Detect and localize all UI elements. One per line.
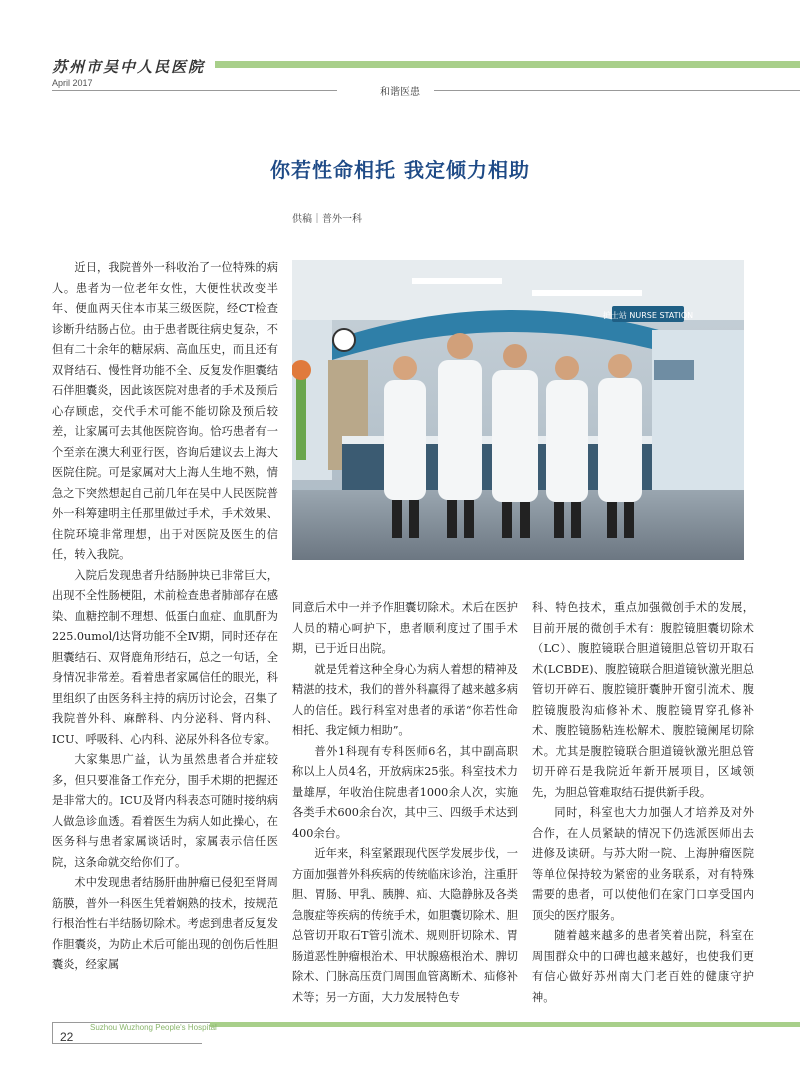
paragraph: 大家集思广益，认为虽然患者合并症较多，但只要准备工作充分，围手术期的把握还是非常大的。ICU及肾内科表态可随时接纳病人做急诊血透。看着医生为病人如此操心，在医务科与患者家属谈话时，家属表示信任医院，这条命就交给你们了。 <box>52 753 278 869</box>
team-photo <box>292 260 744 560</box>
paragraph: 近日，我院普外一科收治了一位特殊的病人。患者为一位老年女性，大便性状改变半年、便血两天住本市某三级医院，经CT检查诊断升结肠占位。由于患者既往病史复杂，不但有二十余年的糖尿病、高血压史，而且还有双肾结石、慢性肾功能不全、反复发作胆囊结石伴胆囊炎，因此该医院对患者的手术及预后心存顾虑，交代手术可能不能切除及预后较差，让家属可去其他医院咨询。恰巧患者有一个至亲在澳大利亚行医，咨询后建议去上海大医院住院。可是家属对大上海人生地不熟，情急之下突然想起自己前几年在吴中人民医院普外一科筹建明主任那里做过手术，手术效果、住院环境非常理想，出于对医院及医生的信任，转入我院。 <box>52 261 278 561</box>
paragraph: 同时，科室也大力加强人才培养及对外合作，在人员紧缺的情况下仍选派医师出去进修及读研。与苏大附一院、上海肿瘤医院等单位保持较为紧密的业务联系，对有特殊需要的患者，可以使他们在家门口享受国内顶尖的医疗服务。 <box>532 806 754 922</box>
column-name: 和谐医患 <box>380 87 420 98</box>
page-number: 22 <box>60 1030 74 1044</box>
header-divider <box>52 90 337 91</box>
footer-accent-bar <box>210 1022 800 1027</box>
header-accent-bar <box>215 61 800 68</box>
masthead-logo: 苏州市吴中人民医院 <box>52 58 206 76</box>
paragraph: 术中发现患者结肠肝曲肿瘤已侵犯至肾周筋膜，普外一科医生凭着娴熟的技术，按规范行根治性右半结肠切除术。考虑到患者反复发作胆囊炎，为防止术后可能出现的创伤后性胆囊炎，经家属 <box>52 876 278 971</box>
paragraph: 近年来，科室紧跟现代医学发展步伐，一方面加强普外科疾病的传统临床诊治，注重肝胆、胃肠、甲乳、胰脾、疝、大隐静脉及各类急腹症等疾病的传统手术，如胆囊切除术、胆总管切开取石T管引流术、规则肝切除术、胃肠道恶性肿瘤根治术、甲状腺癌根治术、脾切除术、门脉高压贲门周围血管离断术、疝修补术等；另一方面，大力发展特色专 <box>292 847 518 1004</box>
column-divider <box>434 90 800 91</box>
article-column-3 <box>532 598 754 1008</box>
page-number-frame <box>52 1022 53 1044</box>
issue-date: April 2017 <box>52 78 93 88</box>
nurse-station-sign: 护士站 NURSE STATION <box>602 311 694 320</box>
paragraph-continued: 科、特色技术，重点加强微创手术的发展，目前开展的微创手术有：腹腔镜胆囊切除术（LC）、腹腔镜联合胆道镜胆总管切开取石术(LCBDE)、腹腔镜联合胆道镜钬激光胆总管切开碎石、腹腔镜肝囊肿开窗引流术、腹腔镜腹股沟疝修补术、腹腔镜胃穿孔修补术、腹腔镜肠粘连松解术、腹腔镜阑尾切除术。尤其是腹腔镜联合胆道镜钬激光胆总管切开碎石是我院近年新开展项目，区域领先，为胆总管难取结石提供新手段。 <box>532 601 754 799</box>
article-byline: 供稿｜普外一科 <box>292 214 362 225</box>
article-column-1 <box>52 258 278 976</box>
page-number-underline <box>52 1043 202 1044</box>
paragraph-continued: 同意后术中一并予作胆囊切除术。术后在医护人员的精心呵护下，患者顺利度过了围手术期，已于近日出院。 <box>292 601 518 655</box>
article-column-2 <box>292 598 518 1008</box>
paragraph: 随着越来越多的患者笑着出院，科室在周围群众中的口碑也越来越好，也使我们更有信心做好苏州南大门老百姓的健康守护神。 <box>532 929 754 1004</box>
footer-hospital-name: Suzhou Wuzhong People's Hospital <box>90 1023 217 1032</box>
article-title: 你若性命相托 我定倾力相助 <box>270 158 530 182</box>
paragraph: 入院后发现患者升结肠肿块已非常巨大，出现不全性肠梗阻，术前检查患者肺部存在感染、血糖控制不理想、低蛋白血症、血肌酐为225.0umol/l达肾功能不全Ⅳ期，同时还存在胆囊结石、双肾鹿角形结石，总之一句话，全身情况非常差。看着患者家属信任的眼光，科里组织了由医务科主持的病历讨论会，召集了我院普外科、麻醉科、内分泌科、肾内科、ICU、呼吸科、心内科、泌尿外科各位专家。 <box>52 568 278 746</box>
paragraph: 就是凭着这种全身心为病人着想的精神及精湛的技术，我们的普外科赢得了越来越多病人的信任。践行科室对患者的承诺“你若性命相托、我定倾力相助”。 <box>292 662 518 737</box>
paragraph: 普外1科现有专科医师6名，其中副高职称以上人员4名，开放病床25张。科室技术力量雄厚，年收治住院患者1000余人次，实施各类手术600余台次，其中三、四级手术达到400余台。 <box>292 744 518 840</box>
